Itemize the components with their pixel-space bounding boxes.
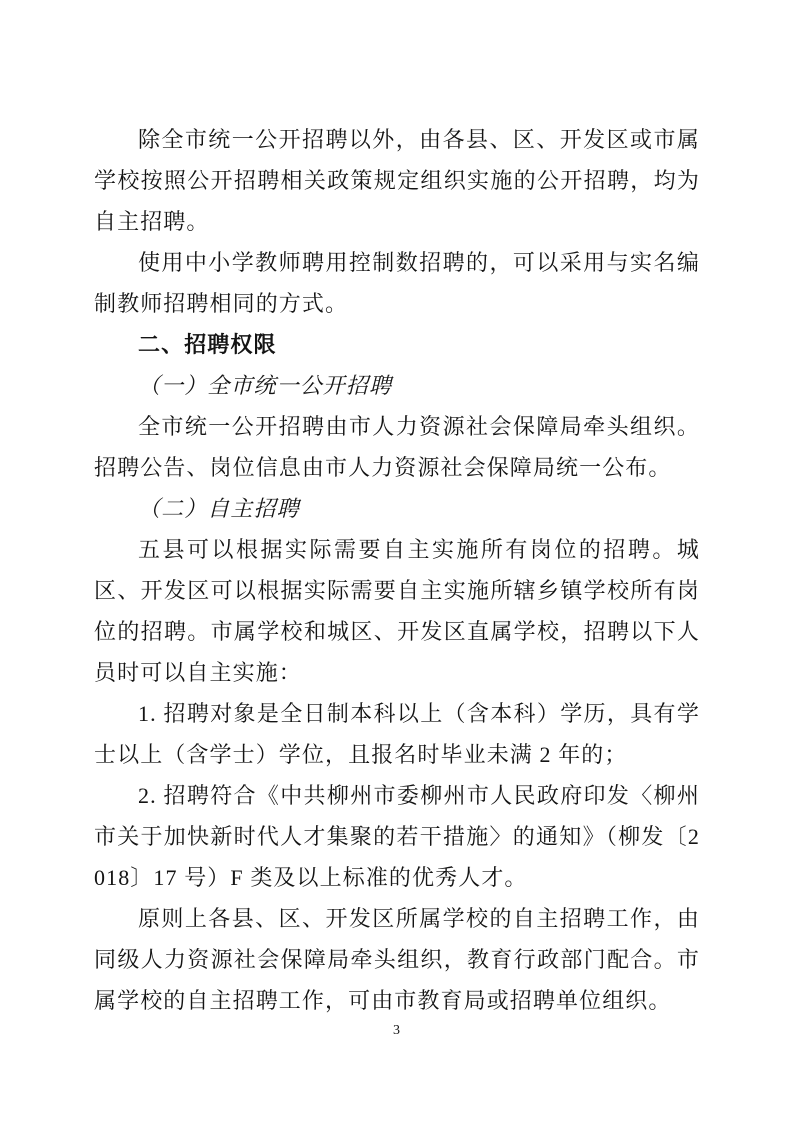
paragraph-control-quota: 使用中小学教师聘用控制数招聘的，可以采用与实名编制教师招聘相同的方式。 [94, 250, 700, 316]
subsection-heading-citywide-recruitment: （一）全市统一公开招聘 [138, 373, 393, 398]
paragraph-independent-scope: 五县可以根据实际需要自主实施所有岗位的招聘。城区、开发区可以根据实际需要自主实施所辖乡镇学校所有岗位的招聘。市属学校和城区、开发区直属学校，招聘以下人员时可以自主实施： [94, 537, 700, 685]
list-item-1-degree-requirement: 1. 招聘对象是全日制本科以上（含本科）学历，具有学士以上（含学士）学位，且报名时毕业未满 2 年的； [94, 701, 700, 767]
page-number: 3 [393, 1023, 400, 1038]
paragraph-organizing-bodies: 原则上各县、区、开发区所属学校的自主招聘工作，由同级人力资源社会保障局牵头组织，教育行政部门配合。市属学校的自主招聘工作，可由市教育局或招聘单位组织。 [94, 906, 700, 1013]
list-item-2-talent-standard: 2. 招聘符合《中共柳州市委柳州市人民政府印发〈柳州市关于加快新时代人才集聚的若干措施〉的通知》（柳发〔2018〕17 号）F 类及以上标准的优秀人才。 [94, 783, 700, 890]
paragraph-recruitment-scope: 除全市统一公开招聘以外，由各县、区、开发区或市属学校按照公开招聘相关政策规定组织实施的公开招聘，均为自主招聘。 [94, 127, 700, 234]
subsection-heading-independent-recruitment: （二）自主招聘 [138, 496, 300, 521]
document-body [94, 119, 700, 1021]
paragraph-citywide-organization: 全市统一公开招聘由市人力资源社会保障局牵头组织。招聘公告、岗位信息由市人力资源社会保障局统一公布。 [94, 414, 700, 480]
section-heading-recruitment-authority: 二、招聘权限 [138, 332, 277, 357]
